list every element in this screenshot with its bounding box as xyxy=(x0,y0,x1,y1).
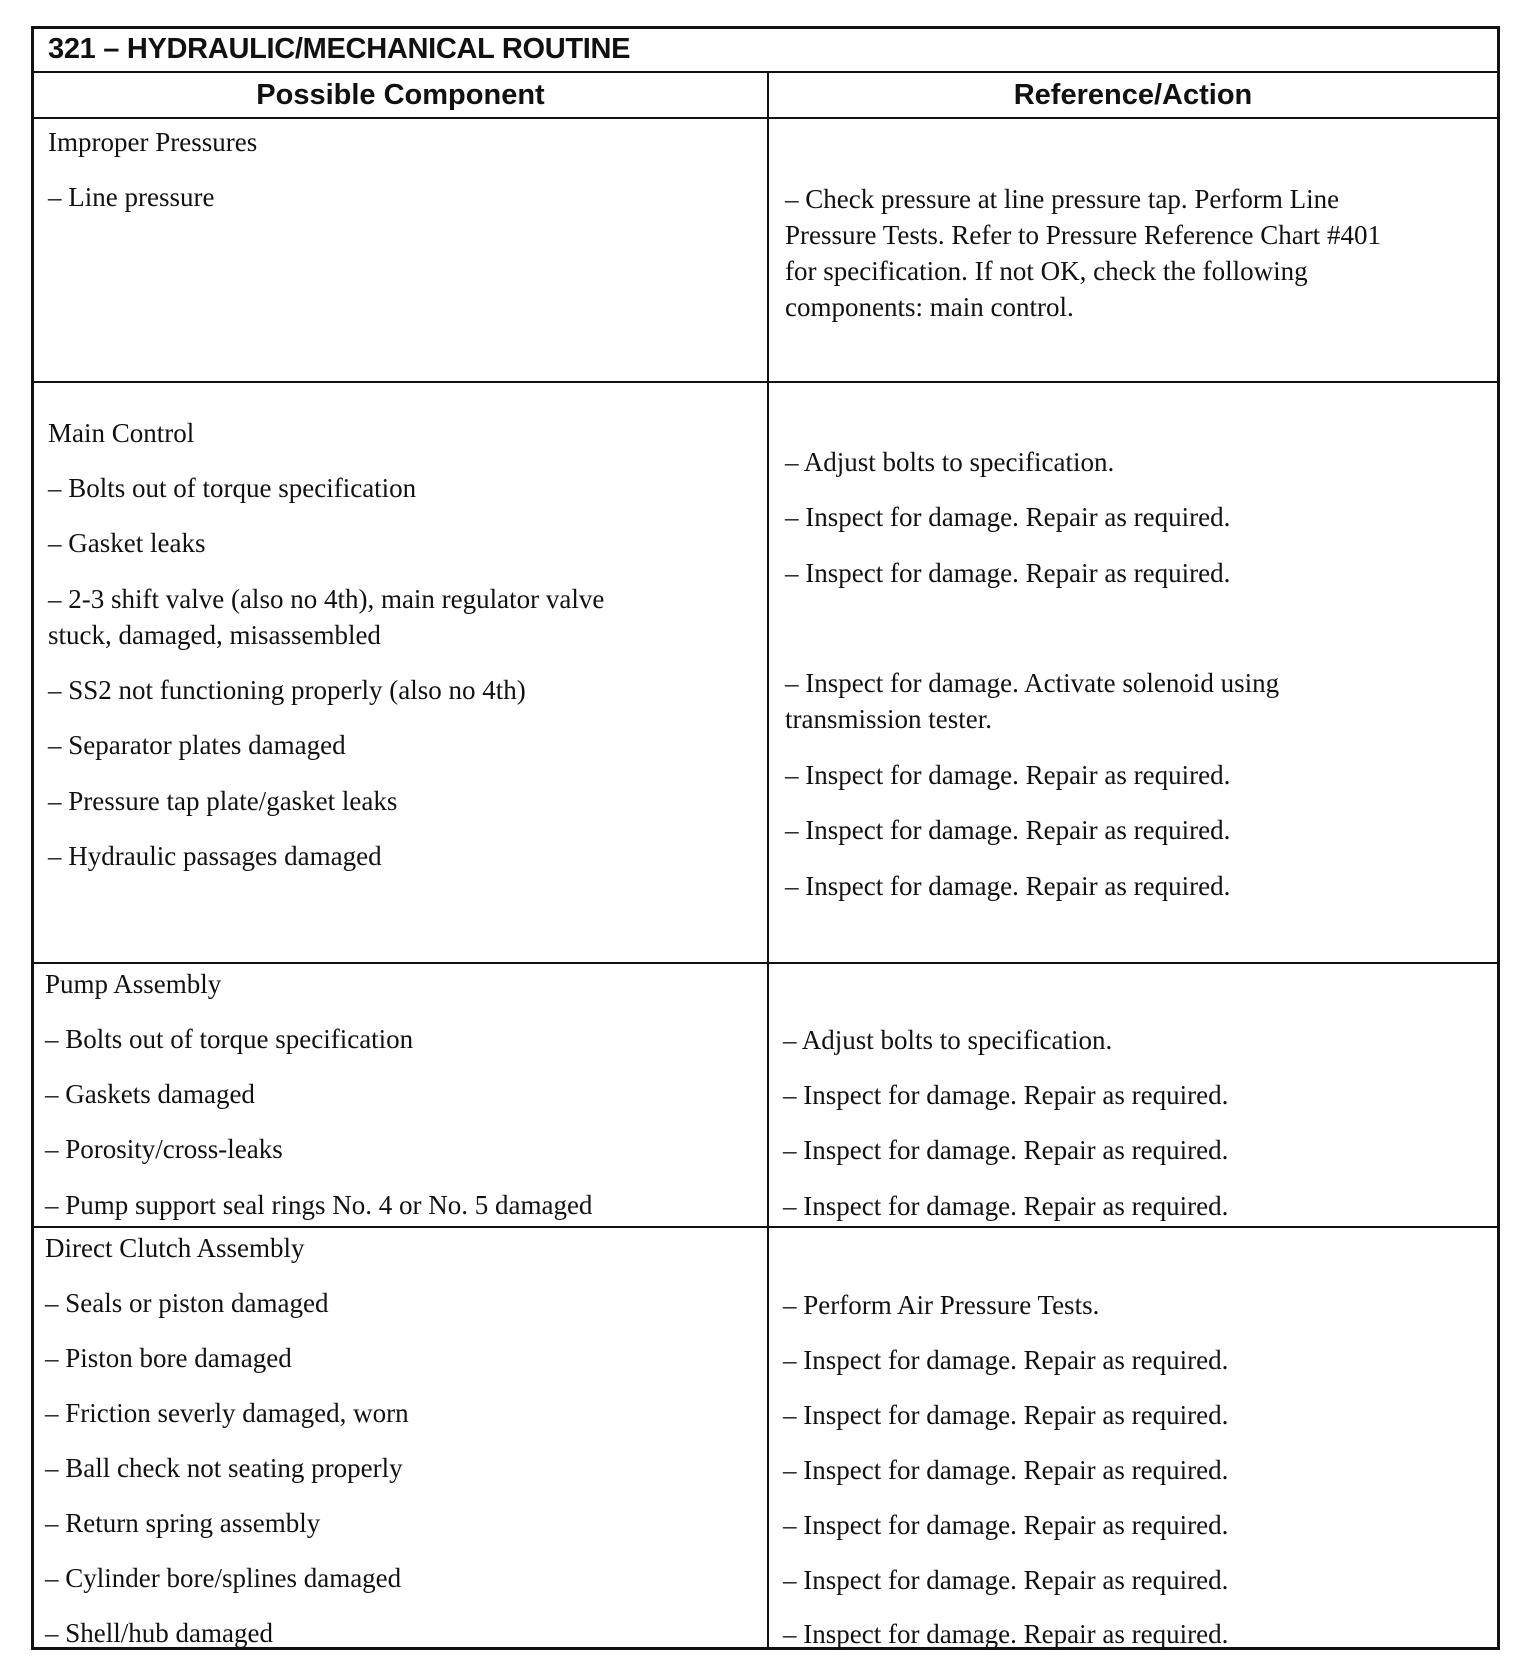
component-text: – Friction severly damaged, worn xyxy=(45,1398,409,1428)
component-text: – SS2 not functioning properly (also no 4th) xyxy=(48,675,526,705)
action-text: – Perform Air Pressure Tests. xyxy=(783,1290,1100,1320)
component-text: – Shell/hub damaged xyxy=(45,1618,273,1648)
action-text: – Inspect for damage. Activate solenoid using xyxy=(785,668,1280,698)
action-text: transmission tester. xyxy=(785,704,992,734)
component-text: – Pump support seal rings No. 4 or No. 5 damaged xyxy=(45,1190,593,1220)
header-row xyxy=(34,73,1497,119)
header-component: Possible Component xyxy=(256,79,545,111)
section-divider xyxy=(34,962,1497,964)
action-text: – Check pressure at line pressure tap. Perform Line xyxy=(785,184,1340,214)
component-text: – 2-3 shift valve (also no 4th), main regulator valve xyxy=(48,584,605,614)
action-text: – Adjust bolts to specification. xyxy=(783,1025,1113,1055)
action-text: Pressure Tests. Refer to Pressure Reference Chart #401 xyxy=(785,220,1381,250)
section-heading: Improper Pressures xyxy=(48,127,258,157)
action-text: for specification. If not OK, check the following xyxy=(785,256,1308,286)
action-text: – Inspect for damage. Repair as required. xyxy=(783,1400,1229,1430)
table-title: 321 – HYDRAULIC/MECHANICAL ROUTINE xyxy=(34,29,1497,73)
section-heading: Direct Clutch Assembly xyxy=(45,1233,305,1263)
header-action: Reference/Action xyxy=(1013,79,1253,111)
action-text: – Inspect for damage. Repair as required. xyxy=(785,871,1231,901)
section-divider xyxy=(34,1226,1497,1228)
action-text: – Inspect for damage. Repair as required. xyxy=(783,1455,1229,1485)
component-text: – Gasket leaks xyxy=(48,528,206,558)
column-divider xyxy=(767,73,769,1647)
component-text: – Hydraulic passages damaged xyxy=(48,841,382,871)
action-text: – Inspect for damage. Repair as required. xyxy=(785,760,1231,790)
action-text: – Inspect for damage. Repair as required. xyxy=(783,1619,1229,1649)
section-divider xyxy=(34,381,1497,383)
action-text: – Inspect for damage. Repair as required. xyxy=(783,1345,1229,1375)
action-text: – Inspect for damage. Repair as required. xyxy=(785,815,1231,845)
action-text: – Inspect for damage. Repair as required. xyxy=(785,502,1231,532)
component-text: – Porosity/cross-leaks xyxy=(45,1134,283,1164)
action-text: – Inspect for damage. Repair as required. xyxy=(783,1135,1229,1165)
section-heading: Main Control xyxy=(48,418,195,448)
action-text: – Inspect for damage. Repair as required. xyxy=(785,558,1231,588)
component-text: – Piston bore damaged xyxy=(45,1343,292,1373)
component-text: – Separator plates damaged xyxy=(48,730,346,760)
component-text: – Bolts out of torque specification xyxy=(48,473,417,503)
component-text: – Bolts out of torque specification xyxy=(45,1024,414,1054)
component-text: – Seals or piston damaged xyxy=(45,1288,329,1318)
action-text: – Inspect for damage. Repair as required. xyxy=(783,1080,1229,1110)
action-text: – Adjust bolts to specification. xyxy=(785,447,1115,477)
component-text: – Ball check not seating properly xyxy=(45,1453,403,1483)
action-text: – Inspect for damage. Repair as required. xyxy=(783,1191,1229,1221)
section-heading: Pump Assembly xyxy=(45,969,222,999)
component-text: stuck, damaged, misassembled xyxy=(48,620,381,650)
action-text: – Inspect for damage. Repair as required. xyxy=(783,1510,1229,1540)
component-text: – Return spring assembly xyxy=(45,1508,321,1538)
component-text: – Gaskets damaged xyxy=(45,1079,255,1109)
routine-table xyxy=(31,26,1500,1650)
action-text: – Inspect for damage. Repair as required. xyxy=(783,1565,1229,1595)
component-text: – Line pressure xyxy=(48,182,215,212)
component-text: – Pressure tap plate/gasket leaks xyxy=(48,786,398,816)
action-text: components: main control. xyxy=(785,292,1074,322)
component-text: – Cylinder bore/splines damaged xyxy=(45,1563,402,1593)
